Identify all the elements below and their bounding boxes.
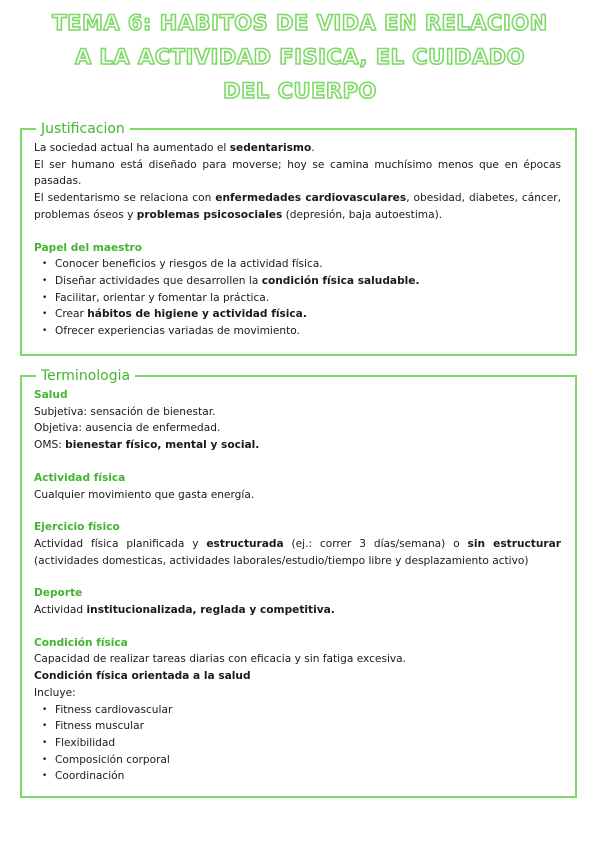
title-line-3: DEL CUERPO <box>223 79 377 103</box>
salud-oms: OMS: bienestar físico, mental y social. <box>34 439 260 452</box>
terminologia-body <box>34 387 561 785</box>
justificacion-paragraph-1: La sociedad actual ha aumentado el sedentarismo. <box>34 142 315 154</box>
condicion-incluye: Incluye: <box>34 686 76 699</box>
list-item: • Ofrecer experiencias variadas de movimiento. <box>34 323 561 340</box>
deporte-heading: Deporte <box>34 587 83 600</box>
salud-heading: Salud <box>34 389 68 401</box>
title-line-2: A LA ACTIVIDAD FISICA, EL CUIDADO <box>74 45 526 69</box>
list-item: • Conocer beneficios y riesgos de la actividad física. <box>34 256 561 273</box>
actividad-heading: Actividad física <box>34 471 126 484</box>
ejercicio-text: Actividad física planificada y estructurada (ej.: correr 3 días/semana) o sin estructurar (actividades domesticas, actividades laborales/estudio/tiempo libre y desplazamiento activo) <box>34 537 561 567</box>
list-item: • Composición corporal <box>34 752 561 769</box>
terminologia-box <box>20 368 577 798</box>
justificacion-label: Justificacion <box>36 119 130 139</box>
papel-maestro-list <box>34 256 561 340</box>
justificacion-body <box>34 140 561 340</box>
terminologia-label: Terminologia <box>36 366 135 386</box>
list-item: • Coordinación <box>34 768 561 785</box>
salud-subjetiva: Subjetiva: sensación de bienestar. <box>34 405 216 418</box>
justificacion-paragraph-2: El ser humano está diseñado para moverse; hoy se camina muchísimo menos que en épocas pasadas. <box>34 158 561 188</box>
page-title <box>0 6 600 108</box>
list-item: • Fitness cardiovascular <box>34 702 561 719</box>
deporte-text: Actividad institucionalizada, reglada y competitiva. <box>34 604 335 617</box>
list-item: • Crear hábitos de higiene y actividad física. <box>34 306 561 323</box>
papel-maestro-heading: Papel del maestro <box>34 241 143 254</box>
ejercicio-heading: Ejercicio físico <box>34 521 120 534</box>
condicion-list <box>34 702 561 786</box>
justificacion-paragraph-3: El sedentarismo se relaciona con enfermedades cardiovasculares, obesidad, diabetes, cáncer, problemas óseos y problemas psicosociales (depresión, baja autoestima). <box>34 192 561 221</box>
actividad-text: Cualquier movimiento que gasta energía. <box>34 488 255 501</box>
list-item: • Diseñar actividades que desarrollen la condición física saludable. <box>34 273 561 290</box>
title-line-1: TEMA 6: HABITOS DE VIDA EN RELACION <box>52 11 548 35</box>
list-item: • Facilitar, orientar y fomentar la práctica. <box>34 290 561 307</box>
list-item: • Flexibilidad <box>34 735 561 752</box>
list-item: • Fitness muscular <box>34 718 561 735</box>
condicion-text: Capacidad de realizar tareas diarias con eficacia y sin fatiga excesiva. <box>34 653 407 666</box>
salud-objetiva: Objetiva: ausencia de enfermedad. <box>34 422 221 435</box>
condicion-subheading: Condición física orientada a la salud <box>34 670 251 683</box>
justificacion-box <box>20 121 577 356</box>
condicion-heading: Condición física <box>34 636 128 649</box>
